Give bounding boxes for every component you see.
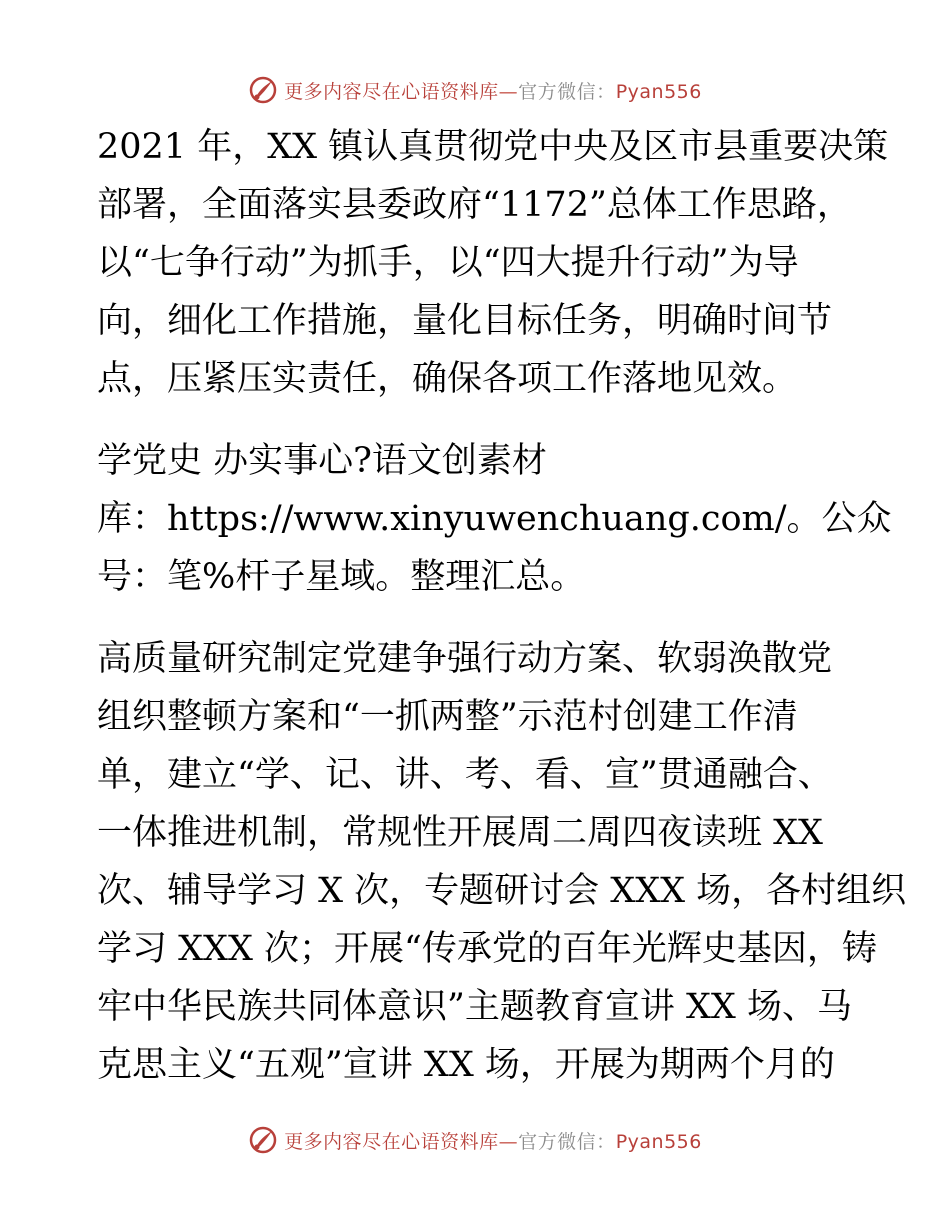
text-line: 2021 年，XX 镇认真贯彻党中央及区市县重要决策 [97, 127, 889, 167]
text-line: 部署，全面落实县委政府“1172”总体工作思路， [97, 185, 852, 225]
brush-ink-icon [248, 75, 278, 105]
paragraph-1 [97, 118, 889, 408]
text-line: 次、辅导学习 X 次，专题研讨会 XXX 场，各村组织 [97, 871, 907, 911]
watermark-wechat-id: Pyan556 [615, 1130, 702, 1153]
watermark-dash: — [498, 80, 519, 103]
watermark-text [284, 77, 702, 104]
watermark-site-name: 更多内容尽在心语资料库 [284, 80, 499, 103]
text-line: 学党史 办实事心?语文创素材 [97, 441, 547, 481]
text-line: 组织整顿方案和“一抓两整”示范村创建工作清 [97, 697, 798, 737]
text-line: 点，压紧压实责任，确保各项工作落地见效。 [97, 359, 798, 399]
text-line: 牢中华民族共同体意识”主题教育宣讲 XX 场、马 [97, 987, 852, 1027]
watermark-wechat-id: Pyan556 [615, 80, 702, 103]
text-line: 号：笔%杆子星域。整理汇总。 [97, 557, 586, 597]
text-line: 高质量研究制定党建争强行动方案、软弱涣散党 [97, 639, 833, 679]
text-line: 向，细化工作措施，量化目标任务，明确时间节 [97, 301, 833, 341]
watermark-text [284, 1127, 702, 1154]
document-body [97, 118, 907, 1094]
text-line: 一体推进机制，常规性开展周二周四夜读班 XX [97, 813, 823, 853]
paragraph-3 [97, 630, 907, 1094]
watermark-official-label: 官方微信： [518, 1130, 616, 1153]
watermark-site-name: 更多内容尽在心语资料库 [284, 1130, 499, 1153]
text-line: 单，建立“学、记、讲、考、看、宣”贯通融合、 [97, 755, 833, 795]
header-watermark [0, 70, 950, 110]
watermark-official-label: 官方微信： [518, 80, 616, 103]
watermark-dash: — [498, 1130, 519, 1153]
text-line: 以“七争行动”为抓手，以“四大提升行动”为导 [97, 243, 799, 283]
text-line: 库：https://www.xinyuwenchuang.com/。公众 [97, 499, 892, 539]
footer-watermark [0, 1120, 950, 1160]
brush-ink-icon [248, 1125, 278, 1155]
paragraph-2 [97, 432, 892, 606]
text-line: 学习 XXX 次；开展“传承党的百年光辉史基因，铸 [97, 929, 877, 969]
text-line: 克思主义“五观”宣讲 XX 场，开展为期两个月的 [97, 1045, 835, 1085]
